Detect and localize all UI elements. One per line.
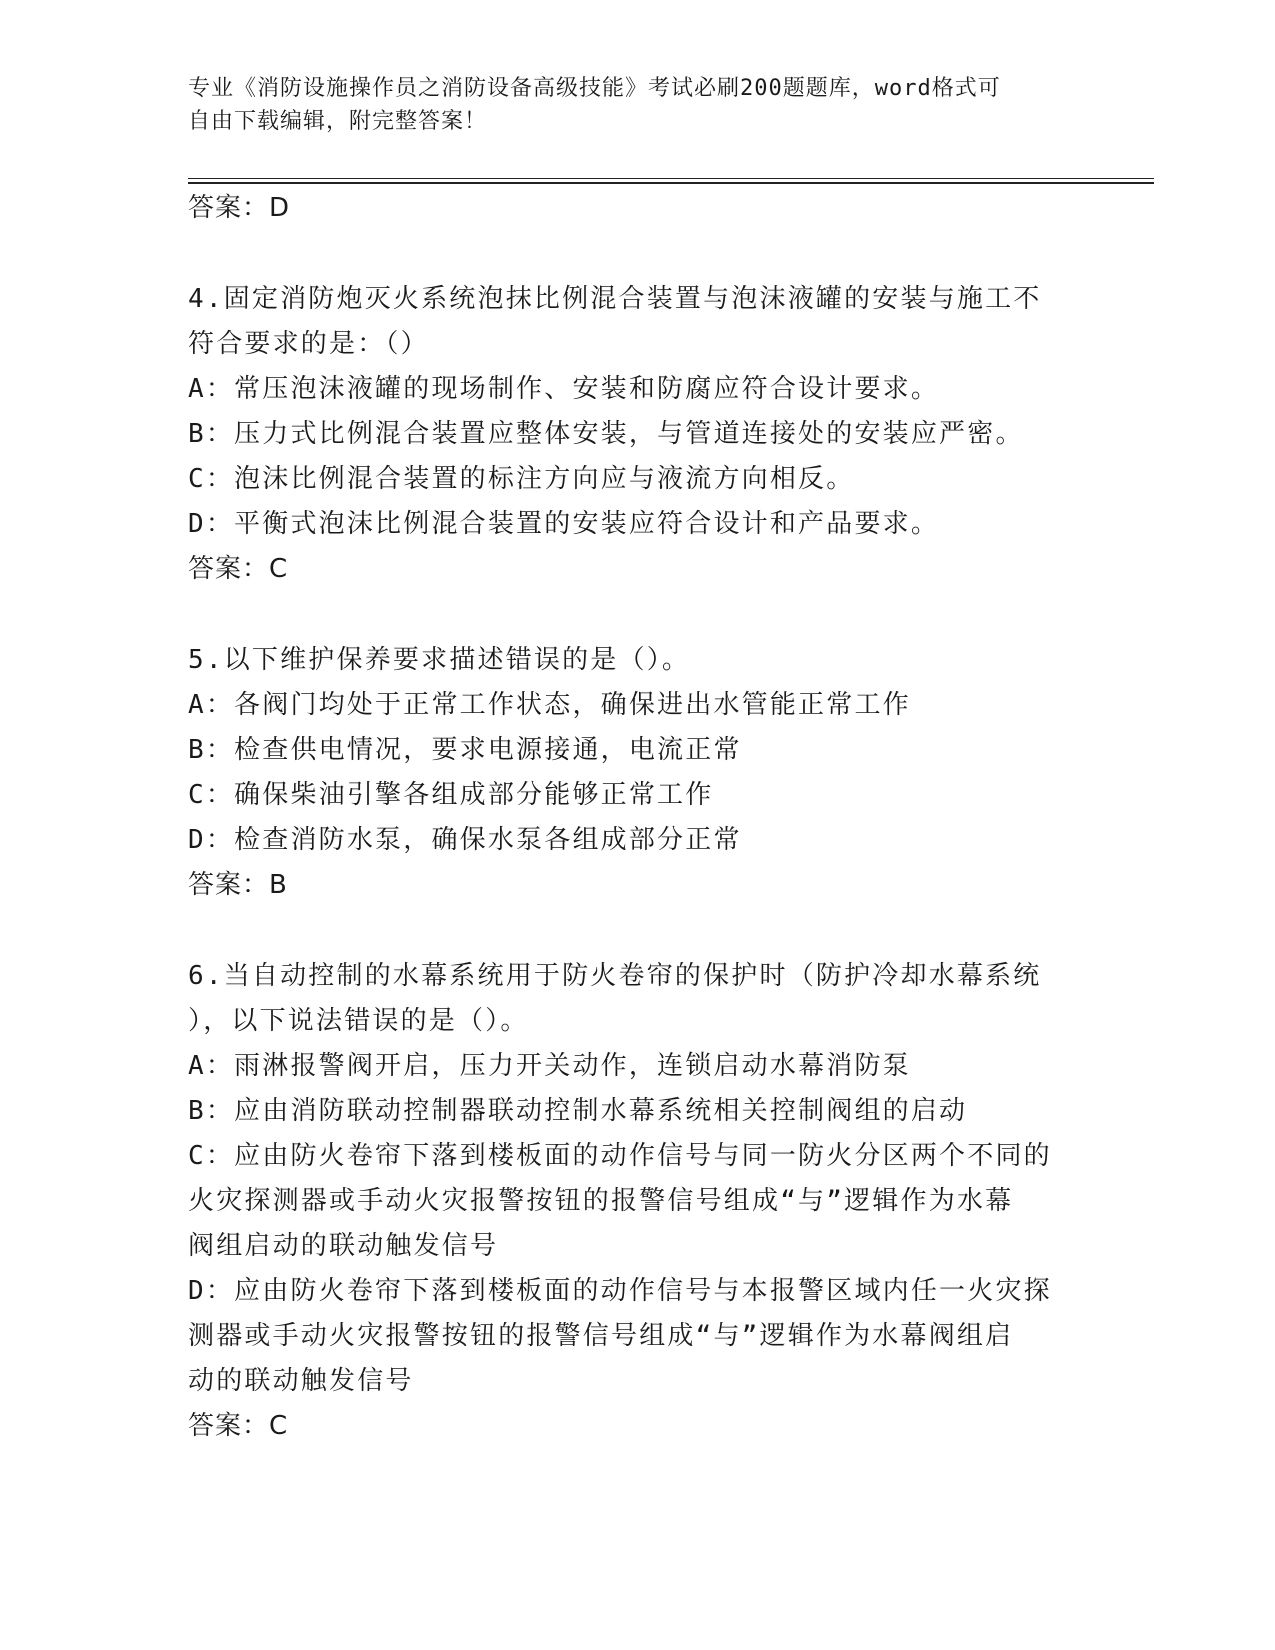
option-c: C：确保柴油引擎各组成部分能够正常工作 bbox=[188, 780, 714, 810]
header-title-line-1: 专业《消防设施操作员之消防设备高级技能》考试必刷200题题库，word格式可 bbox=[188, 76, 1001, 101]
question-stem: 符合要求的是：（） bbox=[188, 329, 429, 359]
header-title-line-2: 自由下载编辑，附完整答案！ bbox=[188, 109, 488, 134]
option-b: B：压力式比例混合装置应整体安装，与管道连接处的安装应严密。 bbox=[188, 419, 1024, 449]
option-d: D：应由防火卷帘下落到楼板面的动作信号与本报警区域内任一火灾探 bbox=[188, 1276, 1052, 1306]
answer: 答案：B bbox=[188, 870, 288, 900]
option-a: A：雨淋报警阀开启，压力开关动作，连锁启动水幕消防泵 bbox=[188, 1051, 911, 1081]
answer: 答案：C bbox=[188, 1411, 289, 1441]
option-d: 测器或手动火灾报警按钮的报警信号组成“与”逻辑作为水幕阀组启 bbox=[188, 1321, 1014, 1351]
option-b: B：检查供电情况，要求电源接通，电流正常 bbox=[188, 735, 742, 765]
question-4 bbox=[188, 277, 1088, 592]
previous-answer: 答案：D bbox=[188, 193, 291, 223]
option-d: D：检查消防水泵，确保水泵各组成部分正常 bbox=[188, 825, 742, 855]
option-c: 火灾探测器或手动火灾报警按钮的报警信号组成“与”逻辑作为水幕 bbox=[188, 1186, 1014, 1216]
option-a: A：各阀门均处于正常工作状态，确保进出水管能正常工作 bbox=[188, 690, 911, 720]
question-stem: 4.固定消防炮灭火系统泡抹比例混合装置与泡沫液罐的安装与施工不 bbox=[188, 284, 1042, 314]
answer: 答案：C bbox=[188, 554, 289, 584]
question-stem: 6.当自动控制的水幕系统用于防火卷帘的保护时（防护冷却水幕系统 bbox=[188, 961, 1042, 991]
page-header bbox=[188, 72, 1068, 138]
spacer bbox=[188, 231, 1088, 277]
option-d: 动的联动触发信号 bbox=[188, 1366, 414, 1396]
question-6 bbox=[188, 954, 1088, 1449]
option-b: B：应由消防联动控制器联动控制水幕系统相关控制阀组的启动 bbox=[188, 1096, 968, 1126]
question-list bbox=[188, 186, 1088, 1449]
option-c: C：应由防火卷帘下落到楼板面的动作信号与同一防火分区两个不同的 bbox=[188, 1141, 1052, 1171]
option-a: A：常压泡沫液罐的现场制作、安装和防腐应符合设计要求。 bbox=[188, 374, 940, 404]
question-5 bbox=[188, 638, 1088, 908]
question-stem: 5.以下维护保养要求描述错误的是（）。 bbox=[188, 645, 691, 675]
header-divider bbox=[188, 178, 1154, 184]
option-c: 阀组启动的联动触发信号 bbox=[188, 1231, 499, 1261]
spacer bbox=[188, 908, 1088, 954]
spacer bbox=[188, 592, 1088, 638]
option-c: C：泡沫比例混合装置的标注方向应与液流方向相反。 bbox=[188, 464, 855, 494]
option-d: D：平衡式泡沫比例混合装置的安装应符合设计和产品要求。 bbox=[188, 509, 940, 539]
question-stem: ），以下说法错误的是（）。 bbox=[188, 1006, 529, 1036]
